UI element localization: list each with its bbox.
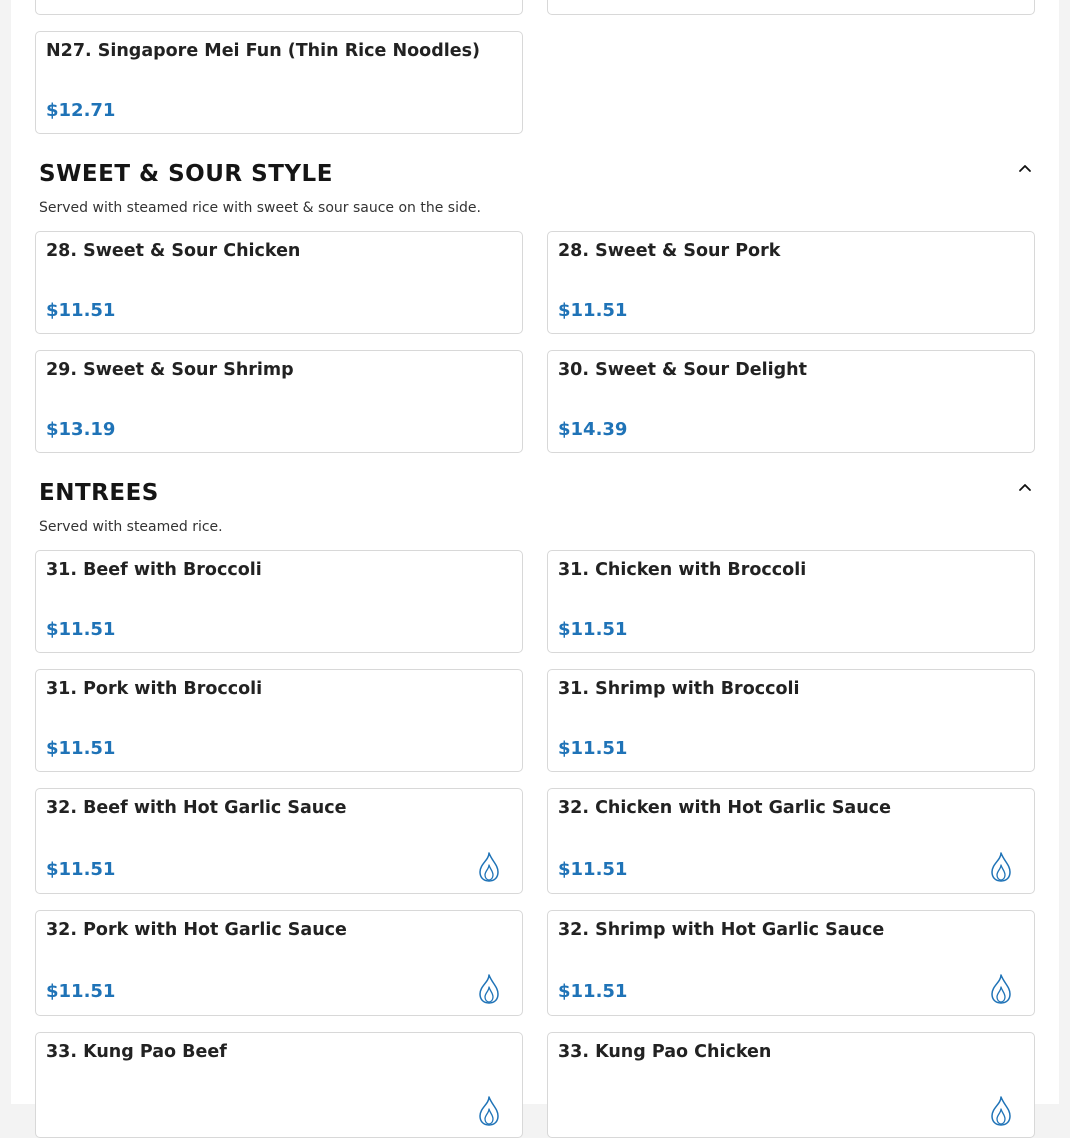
menu-item-name: 31. Chicken with Broccoli: [558, 560, 807, 580]
menu-item-price: $11.51: [558, 619, 628, 640]
menu-item-price: $13.19: [46, 419, 116, 440]
menu-item-card[interactable]: [35, 910, 523, 1016]
menu-page: [11, 0, 1059, 1104]
menu-item-card[interactable]: [547, 910, 1035, 1016]
menu-item-price: $11.51: [46, 619, 116, 640]
menu-item-card[interactable]: [547, 788, 1035, 894]
menu-item-name: 32. Shrimp with Hot Garlic Sauce: [558, 920, 885, 940]
menu-item-name: N27. Singapore Mei Fun (Thin Rice Noodles): [46, 41, 480, 61]
section-title: SWEET & SOUR STYLE: [39, 161, 333, 187]
chevron-up-icon[interactable]: [1014, 476, 1036, 498]
menu-item-name: 31. Shrimp with Broccoli: [558, 679, 800, 699]
menu-item-card[interactable]: [35, 350, 523, 453]
menu-item-price: $12.71: [46, 100, 116, 121]
section-description: Served with steamed rice with sweet & sour sauce on the side.: [39, 200, 481, 216]
menu-item-name: 28. Sweet & Sour Pork: [558, 241, 781, 261]
flame-icon: [988, 1095, 1014, 1127]
menu-item-price: $11.51: [46, 981, 116, 1002]
menu-item-card[interactable]: [35, 231, 523, 334]
section-title: ENTREES: [39, 480, 159, 506]
menu-item-name: 29. Sweet & Sour Shrimp: [46, 360, 294, 380]
chevron-up-icon[interactable]: [1014, 157, 1036, 179]
menu-item-name: 32. Pork with Hot Garlic Sauce: [46, 920, 347, 940]
menu-item-card-partial[interactable]: [35, 0, 523, 15]
menu-item-name: 33. Kung Pao Chicken: [558, 1042, 772, 1062]
flame-icon: [476, 973, 502, 1005]
menu-item-name: 32. Chicken with Hot Garlic Sauce: [558, 798, 891, 818]
menu-item-card[interactable]: [547, 1032, 1035, 1138]
menu-item-name: 30. Sweet & Sour Delight: [558, 360, 807, 380]
flame-icon: [988, 973, 1014, 1005]
flame-icon: [476, 1095, 502, 1127]
menu-item-price: $11.51: [46, 300, 116, 321]
menu-item-card[interactable]: [547, 231, 1035, 334]
menu-item-price: $11.51: [558, 738, 628, 759]
menu-item-price: $11.51: [558, 859, 628, 880]
menu-item-name: 33. Kung Pao Beef: [46, 1042, 227, 1062]
menu-item-name: 31. Pork with Broccoli: [46, 679, 263, 699]
menu-item-card[interactable]: [35, 669, 523, 772]
menu-item-price: $11.51: [558, 300, 628, 321]
menu-item-name: 31. Beef with Broccoli: [46, 560, 262, 580]
menu-item-card[interactable]: [547, 550, 1035, 653]
menu-item-price: $14.39: [558, 419, 628, 440]
flame-icon: [988, 851, 1014, 883]
section-description: Served with steamed rice.: [39, 519, 223, 535]
menu-item-card[interactable]: [35, 788, 523, 894]
menu-item-name: 32. Beef with Hot Garlic Sauce: [46, 798, 347, 818]
menu-item-card[interactable]: [35, 1032, 523, 1138]
menu-item-price: $11.51: [558, 981, 628, 1002]
menu-item-name: 28. Sweet & Sour Chicken: [46, 241, 301, 261]
menu-item-price: $11.51: [46, 859, 116, 880]
menu-item-card[interactable]: [35, 31, 523, 134]
menu-item-card[interactable]: [547, 669, 1035, 772]
menu-item-price: $11.51: [46, 738, 116, 759]
menu-item-card-partial[interactable]: [547, 0, 1035, 15]
menu-item-card[interactable]: [35, 550, 523, 653]
flame-icon: [476, 851, 502, 883]
menu-item-card[interactable]: [547, 350, 1035, 453]
